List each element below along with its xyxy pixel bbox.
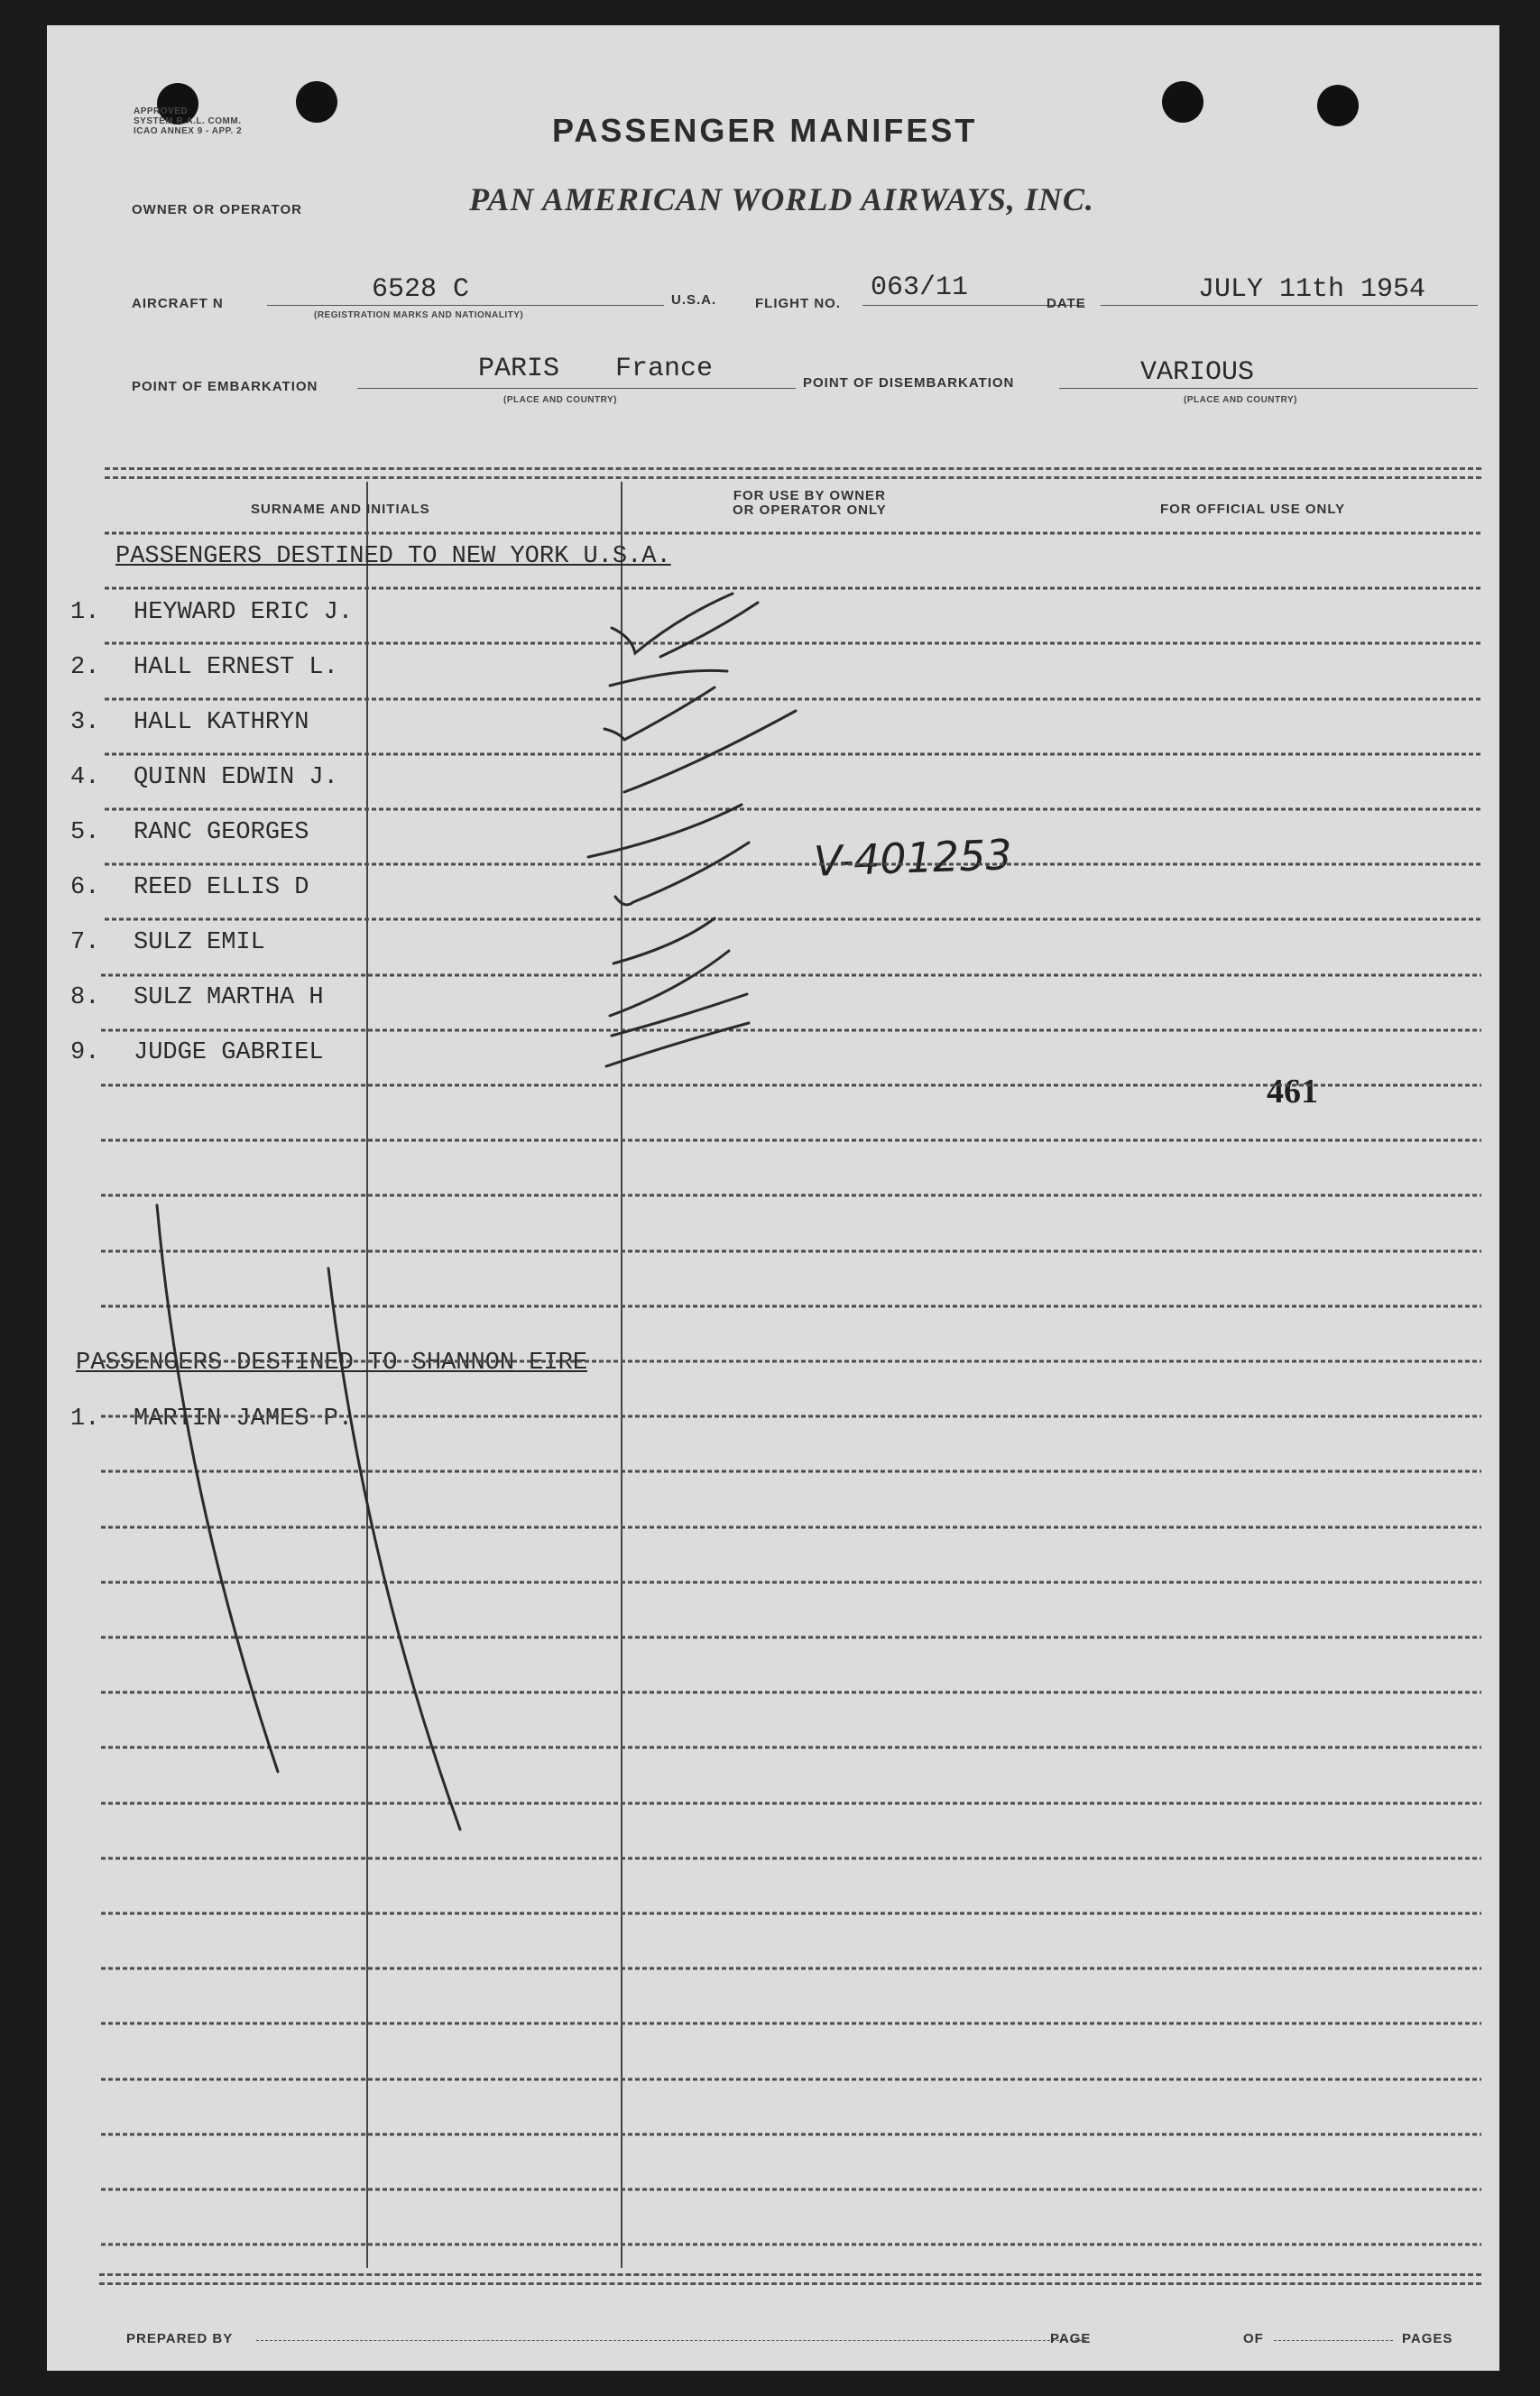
passenger-name: JUDGE GABRIEL bbox=[134, 1039, 324, 1066]
pages-label: PAGES bbox=[1402, 2331, 1453, 2346]
approval-line: ICAO ANNEX 9 - APP. 2 bbox=[134, 126, 243, 136]
passenger-name: SULZ MARTHA H bbox=[134, 984, 324, 1011]
passenger-number: 8. bbox=[70, 984, 100, 1011]
owner-value: PAN AMERICAN WORLD AIRWAYS, INC. bbox=[469, 181, 1094, 217]
flight-label: FLIGHT NO. bbox=[755, 296, 841, 311]
passenger-name: QUINN EDWIN J. bbox=[134, 764, 338, 791]
aircraft-value: 6528 C bbox=[372, 274, 470, 305]
passenger-number: 1. bbox=[70, 1405, 100, 1433]
embarkation-label: POINT OF EMBARKATION bbox=[132, 379, 318, 394]
passenger-number: 4. bbox=[70, 764, 100, 791]
ruled-lines-and-marks bbox=[47, 25, 1499, 2371]
passenger-number: 3. bbox=[70, 709, 100, 736]
usa-label: U.S.A. bbox=[671, 292, 717, 308]
passenger-name: HEYWARD ERIC J. bbox=[134, 599, 354, 626]
passenger-name: HALL ERNEST L. bbox=[134, 654, 338, 681]
passenger-name: HALL KATHRYN bbox=[134, 709, 309, 736]
embarkation-sublabel: (PLACE AND COUNTRY) bbox=[503, 395, 617, 405]
form-title: PASSENGER MANIFEST bbox=[552, 112, 978, 149]
passenger-name: SULZ EMIL bbox=[134, 929, 265, 956]
flight-value: 063/11 bbox=[871, 272, 969, 303]
aircraft-label: AIRCRAFT N bbox=[132, 296, 224, 311]
column-header-surname: SURNAME AND INITIALS bbox=[251, 502, 430, 517]
aircraft-sublabel: (REGISTRATION MARKS AND NATIONALITY) bbox=[314, 310, 524, 320]
embarkation-country: France bbox=[615, 354, 714, 384]
page-label: PAGE bbox=[1050, 2331, 1092, 2346]
passenger-number: 5. bbox=[70, 819, 100, 846]
embarkation-city: PARIS bbox=[478, 354, 560, 384]
strike-line bbox=[328, 1268, 460, 1829]
disembarkation-sublabel: (PLACE AND COUNTRY) bbox=[1184, 395, 1297, 405]
check-mark bbox=[615, 843, 749, 905]
passenger-name: REED ELLIS D bbox=[134, 874, 309, 901]
passenger-name: MARTIN JAMES P. bbox=[134, 1405, 354, 1433]
check-mark bbox=[613, 918, 715, 963]
disembarkation-value: VARIOUS bbox=[1140, 357, 1255, 388]
approval-line: APPROVED bbox=[134, 106, 189, 116]
date-value: JULY 11th 1954 bbox=[1198, 274, 1426, 305]
passenger-number: 2. bbox=[70, 654, 100, 681]
section-heading-shannon: PASSENGERS DESTINED TO SHANNON EIRE bbox=[76, 1350, 588, 1377]
official-number: 461 bbox=[1267, 1073, 1318, 1110]
check-mark bbox=[624, 711, 796, 792]
passenger-number: 7. bbox=[70, 929, 100, 956]
section-heading-new-york: PASSENGERS DESTINED TO NEW YORK U.S.A. bbox=[115, 543, 671, 570]
date-label: DATE bbox=[1047, 296, 1086, 311]
manifest-sheet bbox=[47, 25, 1499, 2371]
passenger-name: RANC GEORGES bbox=[134, 819, 309, 846]
check-mark bbox=[610, 670, 727, 686]
handwritten-note: V-401253 bbox=[813, 830, 1013, 886]
strike-line bbox=[157, 1205, 278, 1772]
check-mark bbox=[604, 687, 715, 740]
of-label: OF bbox=[1243, 2331, 1264, 2346]
check-mark bbox=[588, 805, 742, 857]
column-header-owner-line: OR OPERATOR ONLY bbox=[733, 502, 887, 518]
passenger-number: 6. bbox=[70, 874, 100, 901]
passenger-number: 1. bbox=[70, 599, 100, 626]
approval-line: SYSTEM R.A.L. COMM. bbox=[134, 116, 242, 126]
passenger-number: 9. bbox=[70, 1039, 100, 1066]
check-mark bbox=[606, 1023, 749, 1066]
check-mark bbox=[612, 594, 758, 657]
column-header-official: FOR OFFICIAL USE ONLY bbox=[1160, 502, 1346, 517]
owner-label: OWNER OR OPERATOR bbox=[132, 202, 302, 217]
prepared-by-label: PREPARED BY bbox=[126, 2331, 234, 2346]
column-header-owner-line: FOR USE BY OWNER bbox=[733, 488, 886, 503]
disembarkation-label: POINT OF DISEMBARKATION bbox=[803, 375, 1015, 391]
